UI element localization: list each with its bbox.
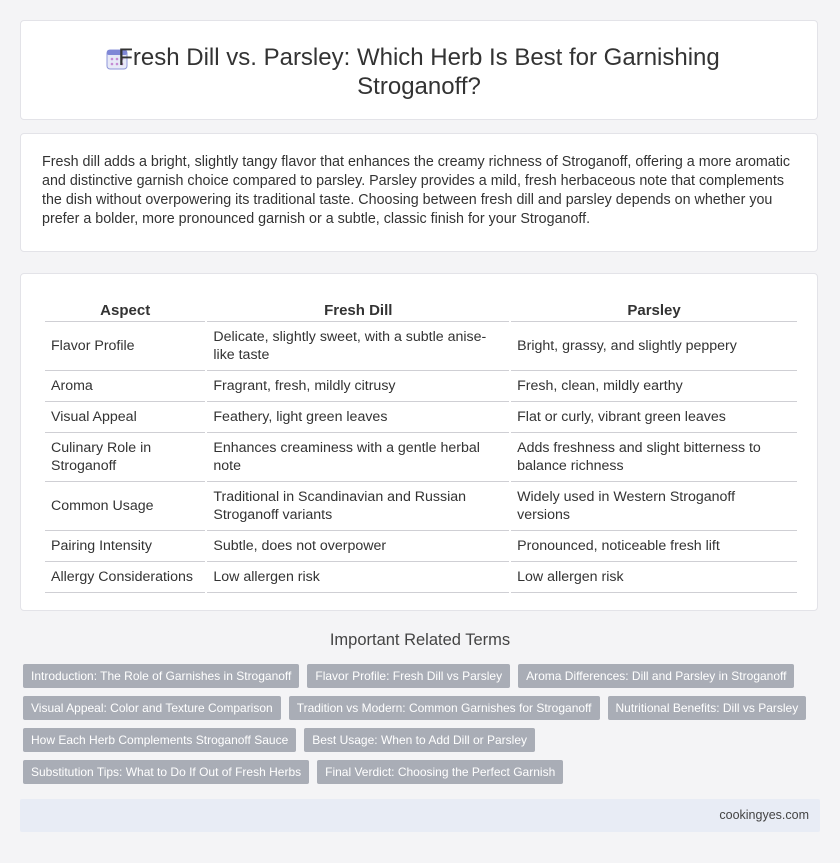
column-header-parsley: Parsley <box>511 296 797 322</box>
table-row <box>45 322 797 371</box>
table-row <box>45 402 797 433</box>
related-term-tag[interactable]: Substitution Tips: What to Do If Out of Fresh Herbs <box>23 760 309 784</box>
intro-card <box>20 133 818 252</box>
related-term-tag[interactable]: Introduction: The Role of Garnishes in Stroganoff <box>23 664 299 688</box>
header-card <box>20 20 818 120</box>
related-term-tag[interactable]: Final Verdict: Choosing the Perfect Garnish <box>317 760 563 784</box>
related-term-tag[interactable]: Aroma Differences: Dill and Parsley in Stroganoff <box>518 664 794 688</box>
table-row <box>45 531 797 562</box>
table-row <box>45 371 797 402</box>
table-cell: Feathery, light green leaves <box>207 402 509 433</box>
page-title: Fresh Dill vs. Parsley: Which Herb Is Best for Garnishing Stroganoff? <box>118 44 720 100</box>
table-cell: Fresh, clean, mildly earthy <box>511 371 797 402</box>
footer <box>20 799 820 832</box>
tag-row <box>23 696 823 720</box>
table-cell: Flavor Profile <box>45 322 205 371</box>
table-cell: Allergy Considerations <box>45 562 205 593</box>
table-cell: Common Usage <box>45 482 205 531</box>
table-cell: Visual Appeal <box>45 402 205 433</box>
table-row <box>45 562 797 593</box>
comparison-table <box>43 296 799 593</box>
table-header-row <box>45 296 797 322</box>
intro-paragraph: Fresh dill adds a bright, slightly tangy flavor that enhances the creamy richness of Stroganoff, offering a more aromatic and distinctive garnish choice compared to parsley. Parsley provides a mild, fresh herbaceous note that complements the dish without overpowering its traditional taste. Choosing between fresh dill and parsley depends on whether you prefer a bolder, more pronounced garnish or a subtle, classic finish for your Stroganoff. <box>42 154 791 227</box>
related-terms-list <box>23 664 823 792</box>
table-cell: Adds freshness and slight bitterness to balance richness <box>511 433 797 482</box>
related-term-tag[interactable]: Flavor Profile: Fresh Dill vs Parsley <box>307 664 510 688</box>
footer-site-name[interactable]: cookingyes.com <box>719 808 809 822</box>
related-term-tag[interactable]: Nutritional Benefits: Dill vs Parsley <box>608 696 807 720</box>
table-cell: Bright, grassy, and slightly peppery <box>511 322 797 371</box>
table-cell: Flat or curly, vibrant green leaves <box>511 402 797 433</box>
table-cell: Traditional in Scandinavian and Russian Stroganoff variants <box>207 482 509 531</box>
column-header-aspect: Aspect <box>45 296 205 322</box>
table-row <box>45 482 797 531</box>
table-cell: Aroma <box>45 371 205 402</box>
column-header-fresh-dill: Fresh Dill <box>207 296 509 322</box>
tag-row <box>23 760 823 784</box>
tag-row <box>23 728 823 752</box>
table-cell: Subtle, does not overpower <box>207 531 509 562</box>
table-cell: Low allergen risk <box>207 562 509 593</box>
related-term-tag[interactable]: Visual Appeal: Color and Texture Comparison <box>23 696 281 720</box>
table-cell: Widely used in Western Stroganoff versions <box>511 482 797 531</box>
table-cell: Culinary Role in Stroganoff <box>45 433 205 482</box>
table-cell: Pairing Intensity <box>45 531 205 562</box>
table-cell: Delicate, slightly sweet, with a subtle anise-like taste <box>207 322 509 371</box>
comparison-table-card <box>20 273 818 611</box>
table-cell: Pronounced, noticeable fresh lift <box>511 531 797 562</box>
related-terms-heading: Important Related Terms <box>329 631 511 649</box>
table-cell: Fragrant, fresh, mildly citrusy <box>207 371 509 402</box>
table-cell: Low allergen risk <box>511 562 797 593</box>
table-cell: Enhances creaminess with a gentle herbal note <box>207 433 509 482</box>
related-term-tag[interactable]: Best Usage: When to Add Dill or Parsley <box>304 728 535 752</box>
table-row <box>45 433 797 482</box>
tag-row <box>23 664 823 688</box>
related-term-tag[interactable]: Tradition vs Modern: Common Garnishes for Stroganoff <box>289 696 600 720</box>
related-term-tag[interactable]: How Each Herb Complements Stroganoff Sauce <box>23 728 296 752</box>
